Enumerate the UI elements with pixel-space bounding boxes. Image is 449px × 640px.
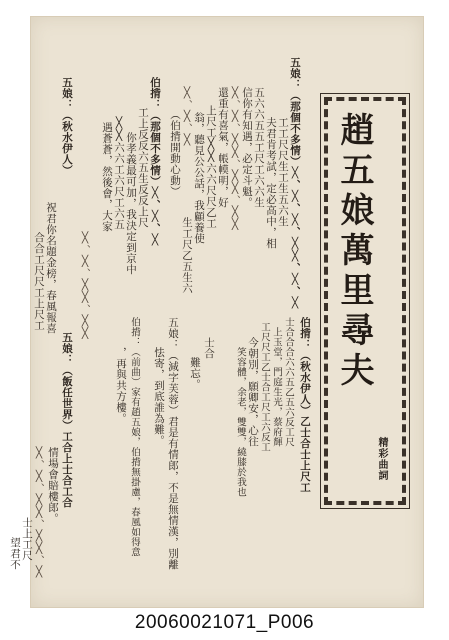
lyric-column: 情場會賠樓郎。 bbox=[47, 447, 59, 524]
lyric-column: ，再與共方樓。 bbox=[115, 347, 127, 424]
lyric-column: 五娘：（飯任世界）工合上士合工合 bbox=[61, 332, 73, 508]
subtitle: 精彩曲詞 bbox=[376, 437, 387, 481]
notation-column: 工上反反六五生反反上尺 bbox=[137, 107, 149, 228]
lyric-column: 難忘。 bbox=[189, 357, 201, 390]
lyric-column: 今朝別，願卿安，心往 bbox=[247, 337, 259, 447]
image-caption: 20060021071_P006 bbox=[134, 612, 315, 633]
notation-column: ╳、╳、╳╳、╳╳、╳╳ bbox=[229, 87, 241, 231]
stage-direction: （伯揹開動心動） bbox=[169, 109, 181, 197]
notation-column: 上尺工╳╳六六尺尺乙工 bbox=[205, 105, 217, 229]
notation-column: 工尺尺工乙士合工尺工六反工 bbox=[259, 322, 270, 452]
lyric-column: 伯揹：（秋水伊人）乙士合士上尺工 bbox=[299, 317, 311, 493]
lyric-column: 祝君你名題金榜，春風報喜 bbox=[45, 202, 57, 334]
document-page bbox=[9, 16, 424, 608]
lyric-column: 笑容體，余老，雙雙，繞膝於我也 bbox=[235, 347, 246, 497]
lyric-column: 五娘：（那個不多情）╳、╳、╳、╳╳、╳、╳ bbox=[289, 57, 301, 310]
lyric-column: 夫君肯考試，定必高中，相 bbox=[265, 117, 277, 249]
notation-column: 五六六五五工尺工六六生 bbox=[253, 87, 265, 208]
notation-column: 生工尺乙五生六 bbox=[181, 217, 193, 294]
notation-column: ╳、╳、╳╳、╳╳、╳ bbox=[33, 447, 45, 579]
lyric-column: 遇蒼蒼，然後會，大家 bbox=[101, 122, 113, 232]
notation-column: 士上工尺 bbox=[21, 517, 33, 561]
lyric-column: 望君不 bbox=[9, 537, 21, 570]
lyric-column: 五娘：（秋水伊人） bbox=[61, 77, 73, 176]
lyric-column: 伯揹：（那個不多情）╳、╳、╳ bbox=[149, 77, 161, 247]
lyric-column: 怯寄，到底誰為難。 bbox=[153, 347, 165, 446]
notation-column: 士合合合六六五乙五六反工尺 bbox=[283, 317, 294, 447]
notation-column: 合合工尺尺工上尺工 bbox=[33, 232, 45, 331]
notation-column: ╳╳六六工六尺工六五 bbox=[113, 117, 125, 230]
lyric-column: 上玉堂，門庭生光，蔡府輝 bbox=[271, 327, 282, 447]
notation-column: ╳、╳、╳╳、╳╳ bbox=[79, 232, 91, 340]
notation-column: 士合 bbox=[203, 337, 215, 359]
lyric-column: 翁，聽見公公話，我顧養使 bbox=[193, 112, 205, 244]
lyric-column: 五娘：（減字芙蓉）君是有情郎，不是無情漢，別離 bbox=[167, 317, 179, 570]
lyric-column: 信你有知遇，必定斗魁。 bbox=[241, 87, 253, 208]
notation-column: ╳、╳、╳ bbox=[181, 87, 193, 147]
lyric-column: 你孝義最可加，我決定到京中 bbox=[125, 132, 137, 275]
lyric-column: 伯揹：（前曲）家有趙五娘，伯揹無掛慮，春風如得意 bbox=[129, 317, 140, 557]
notation-column: 工工尺尺生工生五六生 bbox=[277, 117, 289, 227]
page-title: 趙五娘萬里尋夫 bbox=[334, 112, 374, 392]
lyric-column: 還重有喜氣，帳幙明，好 bbox=[217, 87, 229, 208]
